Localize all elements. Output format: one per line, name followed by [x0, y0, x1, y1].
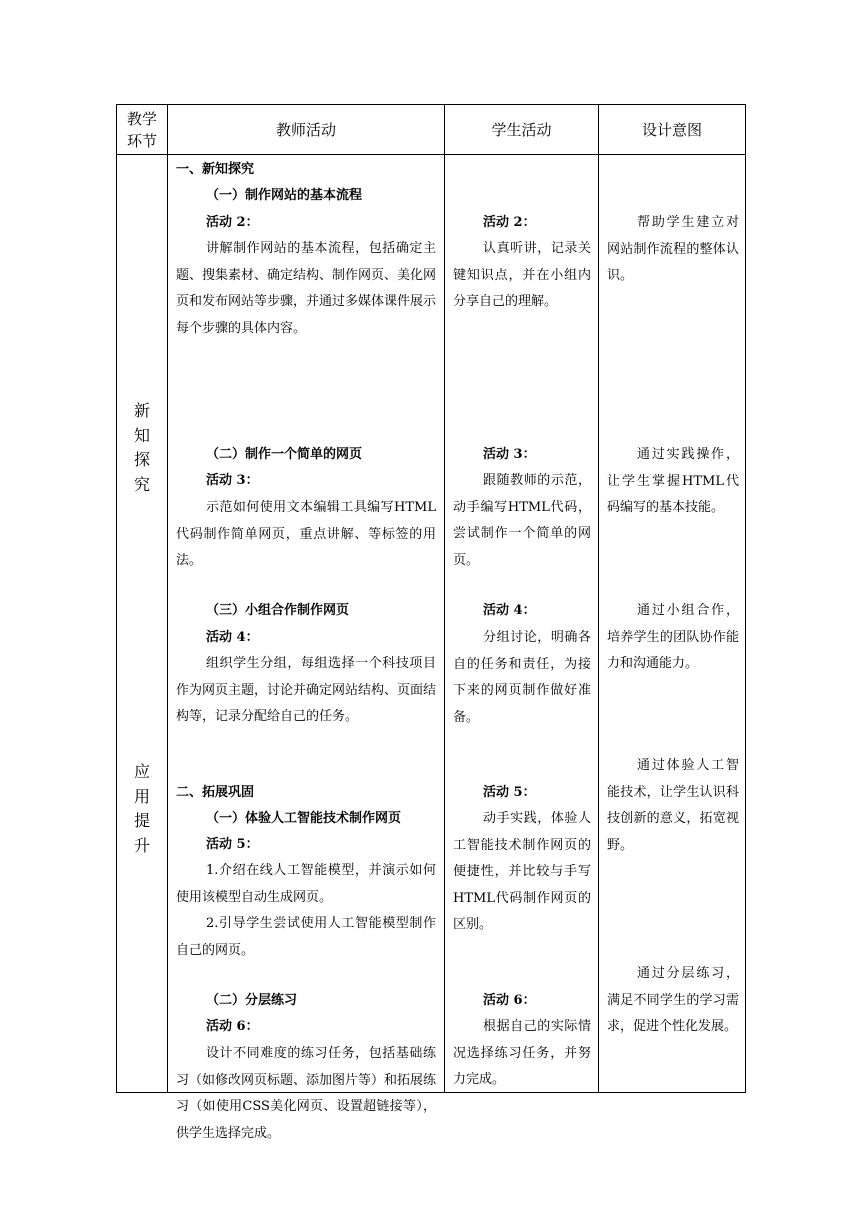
activity-label: 活动 4： — [483, 603, 536, 618]
design-intent-column — [599, 155, 746, 1093]
activity-text: 1.介绍在线人工智能模型，并演示如何使用该模型自动生成网页。 — [176, 863, 436, 905]
header-teacher: 教师活动 — [168, 105, 445, 155]
activity-text: 根据自己的实际情况选择练习任务，并努力完成。 — [453, 1019, 591, 1088]
subsection-title: （二）分层练习 — [206, 993, 298, 1008]
subsection-title: （三）小组合作制作网页 — [206, 603, 350, 618]
header-student: 学生活动 — [445, 105, 599, 155]
activity-text: 示范如何使用文本编辑工具编写HTML代码制作简单网页，重点讲解、等标签的用法。 — [176, 500, 436, 569]
activity-label: 活动 4： — [206, 630, 259, 645]
stage-column — [117, 155, 168, 1093]
intent-text: 通过实践操作，让学生掌握HTML代码编写的基本技能。 — [607, 447, 739, 516]
stage-label-2: 应用提升 — [134, 762, 151, 855]
intent-text: 通过小组合作，培养学生的团队协作能力和沟通能力。 — [607, 603, 739, 672]
activity-text: 动手实践，体验人工智能技术制作网页的便捷性，并比较与手写HTML代码制作网页的区别。 — [453, 811, 591, 933]
intent-text: 帮助学生建立对网站制作流程的整体认识。 — [607, 215, 739, 284]
section-title: 二、拓展巩固 — [176, 785, 255, 800]
activity-label: 活动 5： — [206, 837, 259, 852]
activity-text: 分组讨论，明确各自的任务和责任，为接下来的网页制作做好准备。 — [453, 630, 591, 725]
intent-text: 通过分层练习，满足不同学生的学习需求，促进个性化发展。 — [607, 966, 739, 1035]
table-header-row — [117, 105, 746, 155]
activity-text: 设计不同难度的练习任务，包括基础练习（如修改网页标题、添加图片等）和拓展练习（如使用CSS美化网页、设置超链接等），供学生选择完成。 — [176, 1046, 437, 1141]
section-title: 一、新知探究 — [176, 162, 255, 177]
activity-label: 活动 6： — [206, 1019, 259, 1034]
activity-label: 活动 2： — [483, 215, 536, 230]
activity-text: 2.引导学生尝试使用人工智能模型制作自己的网页。 — [176, 916, 436, 958]
activity-label: 活动 2： — [206, 215, 259, 230]
subsection-title: （一）制作网站的基本流程 — [206, 188, 363, 203]
activity-text: 跟随教师的示范，动手编写HTML代码，尝试制作一个简单的网页。 — [453, 473, 591, 568]
table-body-row — [117, 155, 746, 1093]
subsection-title: （二）制作一个简单的网页 — [206, 447, 363, 462]
header-intent: 设计意图 — [599, 105, 746, 155]
stage-label-1: 新知探究 — [134, 401, 151, 494]
activity-label: 活动 3： — [206, 473, 259, 488]
activity-text: 组织学生分组，每组选择一个科技项目作为网页主题，讨论并确定网站结构、页面结构等，记录分配给自己的任务。 — [176, 656, 437, 725]
subsection-title: （一）体验人工智能技术制作网页 — [206, 811, 402, 826]
activity-text: 认真听讲，记录关键知识点，并在小组内分享自己的理解。 — [453, 241, 591, 310]
activity-label: 活动 5： — [483, 785, 536, 800]
intent-text: 通过体验人工智能技术，让学生认识科技创新的意义，拓宽视野。 — [607, 758, 739, 853]
activity-label: 活动 3： — [483, 447, 536, 462]
teacher-activity-column — [168, 155, 445, 1141]
lesson-plan-table — [116, 104, 746, 1141]
header-stage — [117, 105, 168, 155]
header-stage-text: 教学环节 — [126, 109, 157, 150]
activity-text: 讲解制作网站的基本流程，包括确定主题、搜集素材、确定结构、制作网页、美化网页和发布网站等步骤，并通过多媒体课件展示每个步骤的具体内容。 — [176, 241, 437, 336]
student-activity-column — [445, 155, 599, 1093]
activity-label: 活动 6： — [483, 993, 536, 1008]
